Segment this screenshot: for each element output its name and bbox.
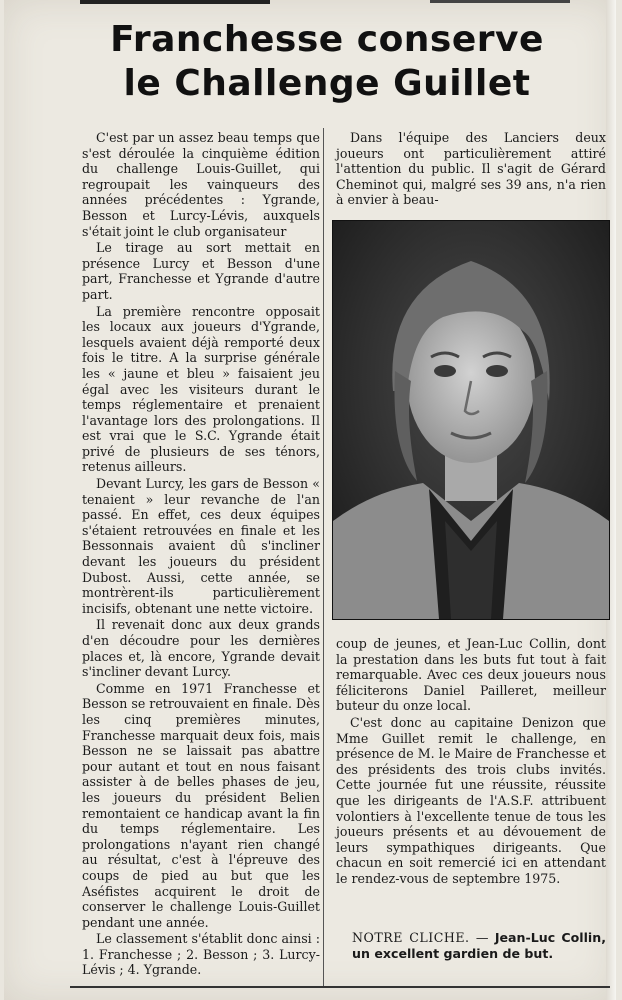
paragraph: Comme en 1971 Franchesse et Besson se retrouvaient en finale. Dès les cinq premières minutes, Franchesse marquait deux fois, mais Besson ne se laissait pas abattre pour autant et tout en nous faisant assister à de belles phases de jeu, les joueurs du président Belien remontaient ce handicap avant la fin du temps réglementaire. Les prolongations n'ayant rien changé au résultat, c'est à l'épreuve des coups de pied au but que les Aséfistes acquirent le droit de conserver le challenge Louis-Guillet pendant une année.: [82, 680, 320, 930]
headline-line-2: le Challenge Guillet: [123, 63, 531, 104]
top-rule-right: [430, 0, 570, 3]
paragraph: La première rencontre opposait les locaux aux joueurs d'Ygrande, lesquels avaient déjà remporté deux fois le titre. A la surprise générale les « jaune et bleu » faisaient jeu égal avec les visiteurs durant le temps réglementaire et prenaient l'avantage lors des prolongations. Il est vrai que le S.C. Ygrande était privé de plusieurs de ses ténors, retenus ailleurs.: [82, 303, 320, 475]
paragraph: C'est par un assez beau temps que s'est déroulée la cinquième édition du challenge Louis-Guillet, qui regroupait les vainqueurs des années précédentes : Ygrande, Besson et Lurcy-Lévis, auxquels s'était joint le club organisateur: [82, 130, 320, 239]
column-divider: [323, 128, 324, 988]
caption-text: Jean-Luc Collin, un excellent gardien de but.: [352, 930, 606, 961]
paragraph: Le tirage au sort mettait en présence Lurcy et Besson d'une part, Franchesse et Ygrande d'autre part.: [82, 240, 320, 302]
headline-line-1: Franchesse conserve: [110, 19, 544, 60]
caption-lead: NOTRE CLICHE. —: [352, 930, 489, 945]
paragraph: Dans l'équipe des Lanciers deux joueurs ont particulièrement attiré l'attention du public. Il s'agit de Gérard Cheminot qui, malgré ses 39 ans, n'a rien à envier à beau-: [336, 130, 606, 208]
right-column-bottom: [336, 636, 606, 887]
paragraph: Le classement s'établit donc ainsi : 1. Franchesse ; 2. Besson ; 3. Lurcy-Lévis ; 4. Ygrande.: [82, 931, 320, 978]
portrait-photo-icon: [333, 221, 609, 619]
paragraph: Devant Lurcy, les gars de Besson « tenaient » leur revanche de l'an passé. En effet, ces deux équipes s'étaient retrouvées en finale et les Bessonnais avaient dû s'incliner devant les joueurs du président Dubost. Aussi, cette année, se montrèrent-ils particulièrement incisifs, obtenant une nette victoire.: [82, 476, 320, 616]
top-rule: [80, 0, 270, 4]
paragraph: Il revenait donc aux deux grands d'en découdre pour les dernières places et, là encore, Ygrande devait s'incliner devant Lurcy.: [82, 617, 320, 680]
paragraph: coup de jeunes, et Jean-Luc Collin, dont la prestation dans les buts fut tout à fait remarquable. Avec ces deux joueurs nous féliciterons Daniel Pailleret, meilleur buteur du onze local.: [336, 636, 606, 714]
portrait-photo: [332, 220, 610, 620]
right-column-top: [336, 130, 606, 208]
left-column: [82, 130, 320, 978]
headline: [92, 18, 562, 106]
bottom-rule: [70, 986, 610, 988]
paragraph: C'est donc au capitaine Denizon que Mme Guillet remit le challenge, en présence de M. le Maire de Franchesse et des présidents des trois clubs invités. Cette journée fut une réussite, réussite que les dirigeants de l'A.S.F. attribuent volontiers à l'excellente tenue de tous les joueurs présents et au dévouement de leurs sympathiques dirigeants. Que chacun en soit remercié ici en attendant le rendez-vous de septembre 1975.: [336, 714, 606, 886]
photo-caption: [352, 930, 606, 961]
